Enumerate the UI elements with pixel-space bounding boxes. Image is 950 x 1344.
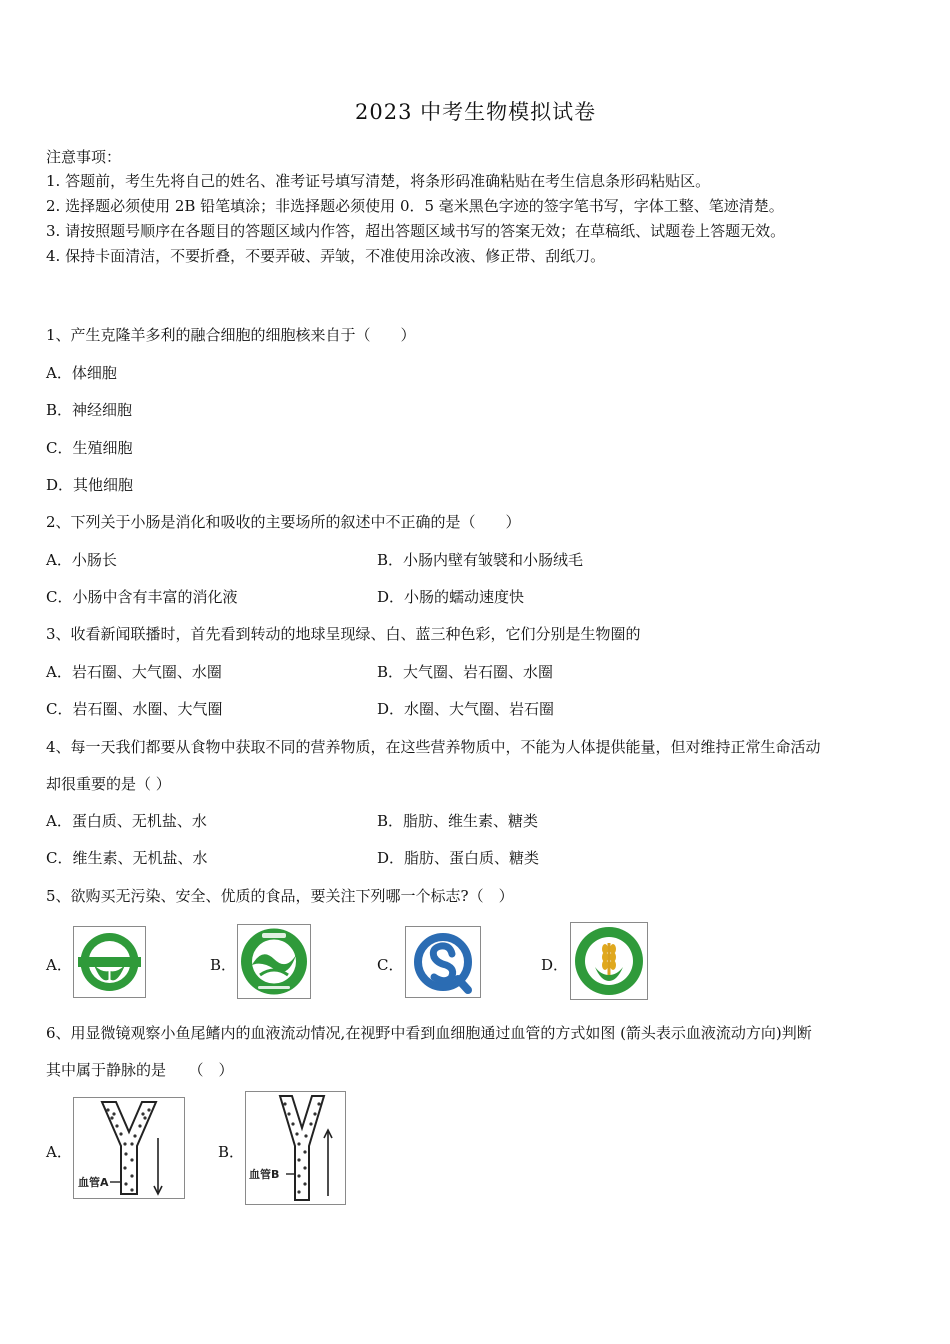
qs-quality-logo	[405, 926, 481, 998]
blood-vessel-b-diagram	[246, 1092, 345, 1204]
option-d: D．脂肪、蛋白质、糖类	[377, 849, 540, 867]
vessel-a-label: 血管A	[78, 1176, 109, 1189]
vessel-b-figure	[245, 1091, 346, 1205]
option-c: C．生殖细胞	[46, 439, 133, 457]
blood-vessel-a-diagram	[74, 1098, 184, 1198]
notice-item: 1. 答题前，考生先将自己的姓名、准考证号填写清楚，将条形码准确粘贴在考生信息条形码粘贴区。	[46, 172, 711, 190]
option-b: B．脂肪、维生素、糖类	[377, 812, 539, 830]
option-a: A．	[46, 956, 72, 974]
option-c: C．维生素、无机盐、水	[46, 849, 208, 867]
option-c: C．岩石圈、水圈、大气圈	[46, 700, 223, 718]
option-b: B．大气圈、岩石圈、水圈	[377, 663, 554, 681]
option-c: C．小肠中含有丰富的消化液	[46, 588, 238, 606]
question-stem: 4、每一天我们都要从食物中获取不同的营养物质，在这些营养物质中，不能为人体提供能量，但对维持正常生命活动	[46, 738, 821, 756]
notice-heading: 注意事项：	[46, 148, 122, 166]
option-d: D．水圈、大气圈、岩石圈	[377, 700, 555, 718]
question-stem-continued: 其中属于静脉的是 （ ）	[46, 1061, 234, 1079]
option-b: B．小肠内壁有皱襞和小肠绒毛	[377, 551, 584, 569]
option-a: A．小肠长	[46, 551, 117, 569]
option-b: B．	[218, 1143, 245, 1161]
question-stem: 5、欲购买无污染、安全、优质的食品，要关注下列哪一个标志?（ ）	[46, 887, 514, 905]
agricultural-product-logo	[570, 922, 648, 1000]
notice-item: 4. 保持卡面清洁，不要折叠，不要弄破、弄皱，不准使用涂改液、修正带、刮纸刀。	[46, 247, 606, 265]
option-b: B．神经细胞	[46, 401, 133, 419]
option-d: D．小肠的蠕动速度快	[377, 588, 525, 606]
question-stem: 6、用显微镜观察小鱼尾鳍内的血液流动情况,在视野中看到血细胞通过血管的方式如图 (箭头表示血液流动方向)判断	[46, 1024, 812, 1042]
wheat-badge-icon	[571, 923, 647, 999]
option-a: A．蛋白质、无机盐、水	[46, 812, 207, 830]
question-stem: 2、下列关于小肠是消化和吸收的主要场所的叙述中不正确的是（ ）	[46, 513, 521, 531]
green-food-icon	[238, 925, 310, 998]
question-stem: 1、产生克隆羊多利的融合细胞的细胞核来自于（ ）	[46, 326, 416, 344]
question-stem: 3、收看新闻联播时，首先看到转动的地球呈现绿、白、蓝三种色彩，它们分别是生物圈的	[46, 625, 641, 643]
option-c: C．	[377, 956, 404, 974]
green-food-logo	[237, 924, 311, 999]
green-circle-icon	[74, 927, 145, 997]
option-d: D．其他细胞	[46, 476, 134, 494]
option-d: D．	[541, 956, 569, 974]
option-b: B．	[210, 956, 237, 974]
notice-item: 2. 选择题必须使用 2B 铅笔填涂；非选择题必须使用 0．5 毫米黑色字迹的签字笔书写，字体工整、笔迹清楚。	[46, 197, 784, 215]
vessel-b-label: 血管B	[249, 1168, 280, 1181]
vessel-a-figure	[73, 1097, 185, 1199]
question-stem-continued: 却很重要的是（ ）	[46, 775, 171, 793]
pollution-free-food-logo	[73, 926, 146, 998]
page-title: 2023 中考生物模拟试卷	[355, 100, 597, 124]
option-a: A．	[46, 1143, 72, 1161]
qs-mark-icon	[406, 927, 480, 997]
option-a: A．岩石圈、大气圈、水圈	[46, 663, 222, 681]
option-a: A．体细胞	[46, 364, 117, 382]
notice-item: 3. 请按照题号顺序在各题目的答题区域内作答，超出答题区域书写的答案无效；在草稿纸、试题卷上答题无效。	[46, 222, 786, 240]
